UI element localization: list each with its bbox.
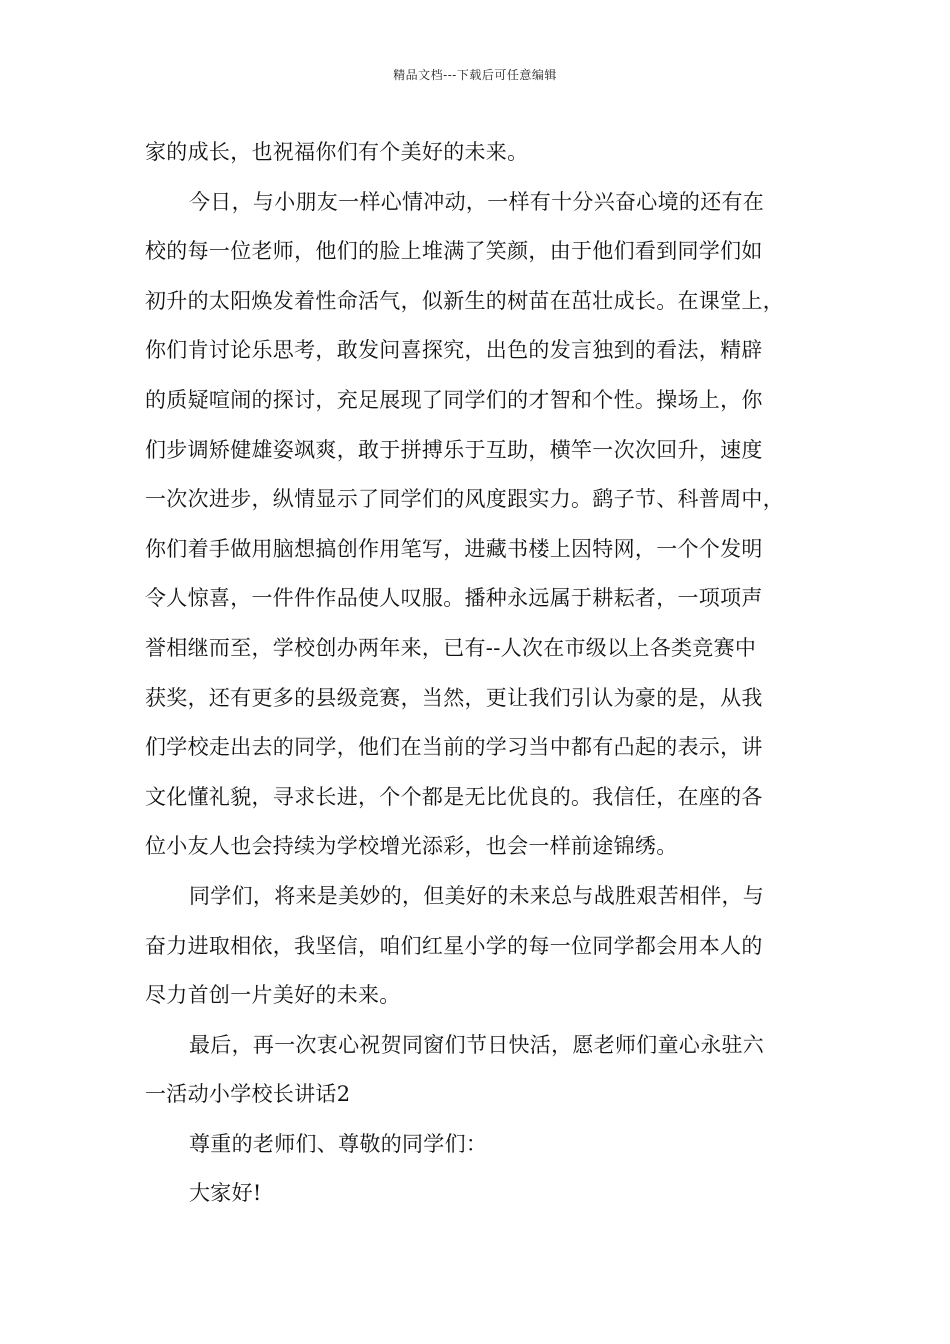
text-line: 位小友人也会持续为学校增光添彩，也会一样前途锦绣。: [145, 834, 678, 859]
text-line: 们学校走出去的同学，他们在当前的学习当中都有凸起的表示，讲: [145, 735, 763, 760]
text-line: 你们肯讨论乐思考，敢发问喜探究，出色的发言独到的看法，精辟: [145, 338, 763, 363]
text-line: 校的每一位老师，他们的脸上堆满了笑颜，由于他们看到同学们如: [145, 239, 763, 264]
text-line: 同学们，将来是美妙的，但美好的未来总与战胜艰苦相伴，与: [189, 883, 765, 908]
text-line: 奋力进取相依，我坚信，咱们红星小学的每一位同学都会用本人的: [145, 933, 763, 958]
text-line: 尊重的老师们、尊敬的同学们：: [189, 1131, 488, 1156]
text-line: 最后，再一次衷心祝贺同窗们节日快活，愿老师们童心永驻六: [189, 1032, 765, 1057]
document-body: [145, 128, 825, 1219]
text-line: 一活动小学校长讲话2: [145, 1082, 351, 1107]
text-line: 家的成长，也祝福你们有个美好的未来。: [145, 140, 529, 164]
text-line: 你们着手做用脑想搞创作用笔写，进藏书楼上因特网，一个个发明: [145, 536, 763, 561]
text-line: 令人惊喜，一件件作品使人叹服。播种永远属于耕耘者，一项项声: [145, 586, 763, 611]
text-line: 初升的太阳焕发着性命活气，似新生的树苗在茁壮成长。在课堂上，: [145, 288, 784, 313]
text-line: 尽力首创一片美好的未来。: [145, 983, 401, 1008]
text-line: 誉相继而至，学校创办两年来，已有--人次在市级以上各类竞赛中: [145, 635, 757, 660]
text-line: 们步调矫健雄姿飒爽，敢于拼搏乐于互助，横竿一次次回升，速度: [145, 437, 763, 462]
page-header: 精品文档---下载后可任意编辑: [393, 68, 557, 82]
text-line: 的质疑喧闹的探讨，充足展现了同学们的才智和个性。操场上，你: [145, 387, 763, 412]
text-line: 大家好!: [189, 1181, 262, 1206]
text-line: 获奖，还有更多的县级竞赛，当然，更让我们引认为豪的是，从我: [145, 685, 763, 710]
text-line: 一次次进步，纵情显示了同学们的风度跟实力。鹞子节、科普周中，: [145, 487, 784, 512]
text-line: 文化懂礼貌，寻求长进，个个都是无比优良的。我信任，在座的各: [145, 784, 763, 809]
text-line: 今日，与小朋友一样心情冲动，一样有十分兴奋心境的还有在: [189, 189, 765, 214]
